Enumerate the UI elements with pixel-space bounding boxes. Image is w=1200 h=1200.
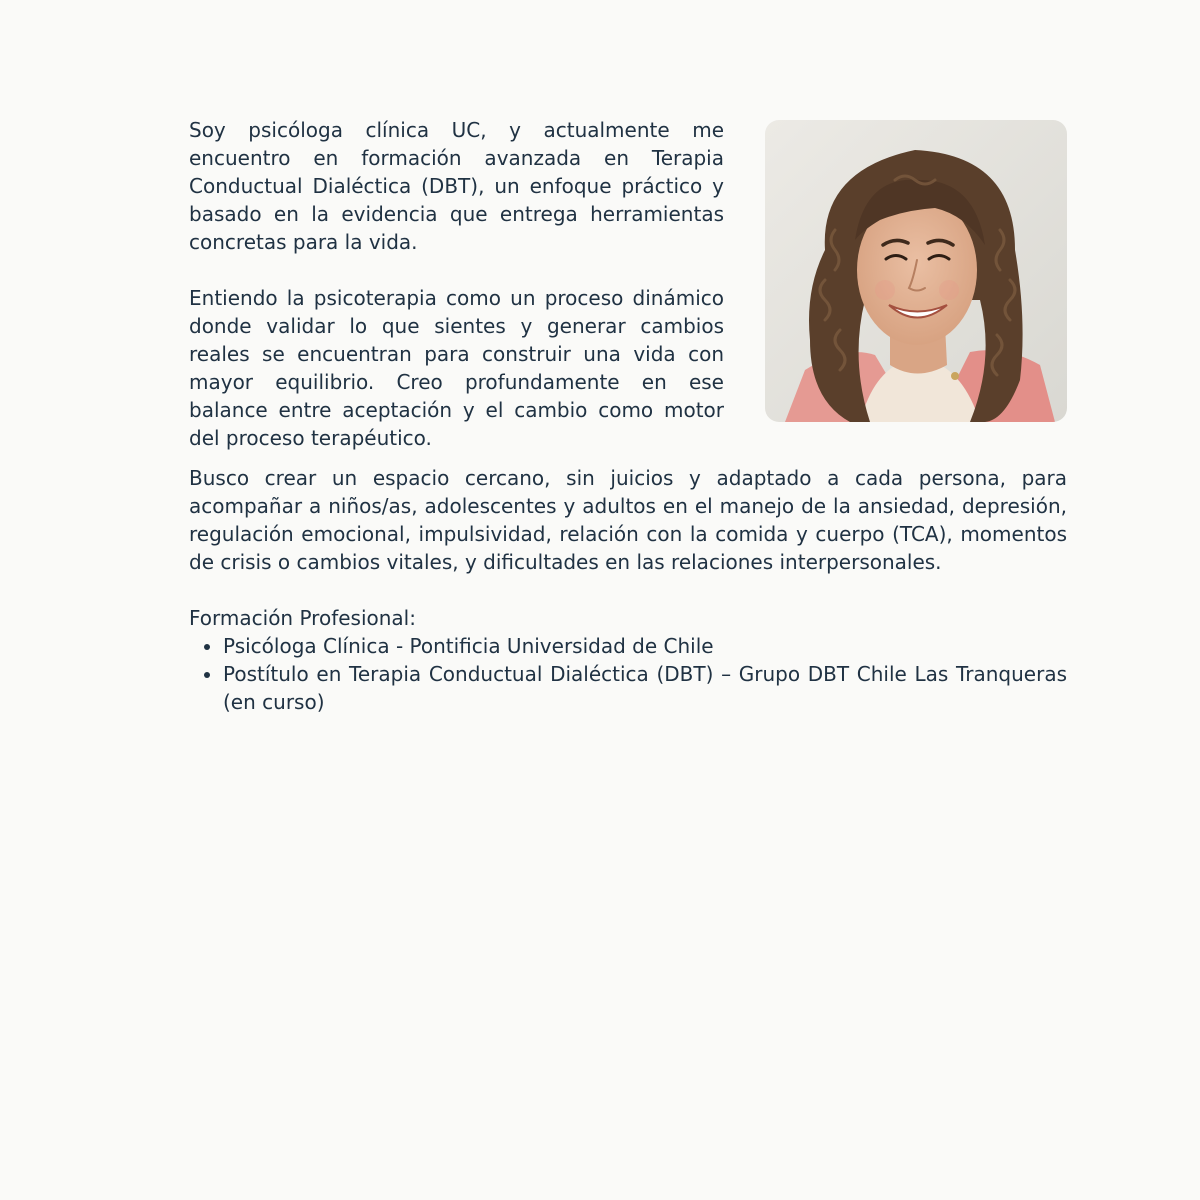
education-item: • Psicóloga Clínica - Pontificia Universidad de Chile (223, 632, 1067, 660)
education-list (189, 632, 1067, 716)
intro-paragraph-2: Entiendo la psicoterapia como un proceso dinámico donde validar lo que sientes y generar cambios reales se encuentran para construir una vida con mayor equilibrio. Creo profundamente en ese balance entre aceptación y el cambio como motor del proceso terapéutico. (189, 286, 724, 450)
portrait-photo (765, 120, 1067, 422)
education-title: Formación Profesional: (189, 606, 416, 630)
intro-text (189, 116, 724, 452)
services-paragraph: Busco crear un espacio cercano, sin juicios y adaptado a cada persona, para acompañar a niños/as, adolescentes y adultos en el manejo de la ansiedad, depresión, regulación emocional, impulsividad, relación con la comida y cuerpo (TCA), momentos de crisis o cambios vitales, y dificultades en las relaciones interpersonales. (189, 466, 1067, 574)
intro-paragraph-1: Soy psicóloga clínica UC, y actualmente me encuentro en formación avanzada en Terapia Conductual Dialéctica (DBT), un enfoque práctico y basado en la evidencia que entrega herramientas concretas para la vida. (189, 118, 724, 254)
intro-row (189, 116, 1067, 452)
education-item: • Postítulo en Terapia Conductual Dialéctica (DBT) – Grupo DBT Chile Las Tranqueras (en curso) (223, 660, 1067, 716)
bio-section (189, 116, 1067, 716)
